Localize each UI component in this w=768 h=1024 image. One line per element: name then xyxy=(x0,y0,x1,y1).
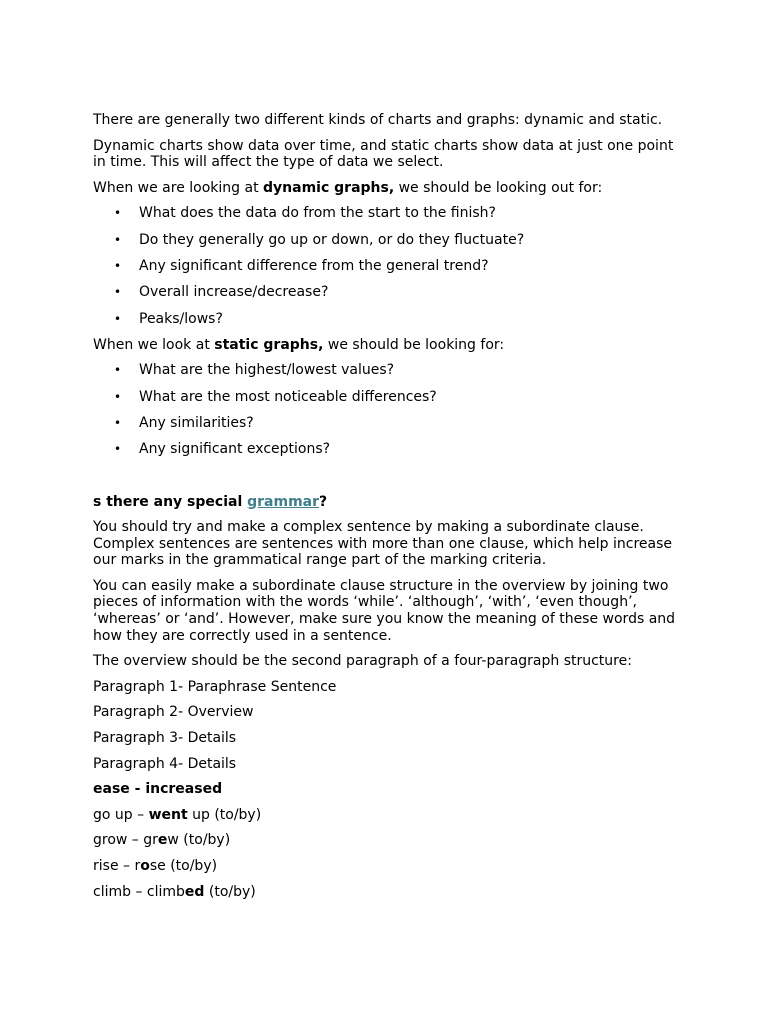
list-item-text: Peaks/lows? xyxy=(139,310,223,327)
list-item-text: Do they generally go up or down, or do they fluctuate? xyxy=(139,231,525,248)
document-page xyxy=(93,112,683,909)
paragraph-structure-item: Paragraph 2- Overview xyxy=(93,704,254,721)
static-intro-pre: When we look at xyxy=(93,336,215,353)
increase-heading-text: ease - increased xyxy=(93,781,223,798)
bullet-icon: • xyxy=(114,232,122,247)
list-item-text: Overall increase/decrease? xyxy=(139,284,329,301)
verb-past-bold: went xyxy=(148,806,188,823)
verb-suffix: up (to/by) xyxy=(187,806,262,823)
intro-paragraph: There are generally two different kinds of charts and graphs: dynamic and static. xyxy=(93,112,663,128)
grammar-heading xyxy=(93,494,683,511)
static-graphs-term: static graphs, xyxy=(214,336,324,353)
paragraph-structure-item: Paragraph 3- Details xyxy=(93,730,237,747)
dynamic-static-paragraph: Dynamic charts show data over time, and static charts show data at just one point in time. This will affect the type of data we select. xyxy=(93,137,674,171)
bullet-icon: • xyxy=(114,415,122,430)
static-intro-post: we should be looking for: xyxy=(323,336,505,353)
verb-grow xyxy=(93,832,683,849)
verb-suffix: (to/by) xyxy=(204,883,256,900)
verb-rise xyxy=(93,858,683,875)
list-item xyxy=(93,258,683,275)
list-item xyxy=(93,311,683,328)
bullet-icon: • xyxy=(114,206,122,221)
increase-heading xyxy=(93,781,683,798)
static-checklist xyxy=(93,362,683,457)
dynamic-graphs-intro xyxy=(93,180,683,197)
dynamic-intro-pre: When we are looking at xyxy=(93,179,264,196)
verb-past-bold: o xyxy=(140,858,150,874)
dynamic-intro-post: we should be looking out for: xyxy=(394,179,603,196)
verb-base: climb – climb xyxy=(93,883,185,900)
list-item-text: What does the data do from the start to the finish? xyxy=(139,205,496,222)
grammar-link[interactable]: grammar xyxy=(247,493,320,510)
bullet-icon: • xyxy=(114,389,122,404)
verb-base: rise – r xyxy=(93,858,141,874)
verb-base: grow – gr xyxy=(93,832,158,849)
verb-suffix: se (to/by) xyxy=(149,858,218,874)
paragraph-structure-item: Paragraph 4- Details xyxy=(93,755,237,772)
complex-sentence-paragraph: You should try and make a complex sentence by making a subordinate clause. Complex sentences are sentences with more than one clause, which help increase our marks in the grammatical range part of the marking criteria. xyxy=(93,519,673,569)
verb-past-bold: ed xyxy=(184,883,205,900)
list-item xyxy=(93,232,683,249)
subordinate-clause-paragraph: You can easily make a subordinate clause structure in the overview by joining two pieces of information with the words ‘while’. ‘although’, ‘with’, ‘even though’, ‘whereas’ or ‘and’. However, make sure you know the meaning of these words and how they are correctly used in a sentence. xyxy=(93,577,676,644)
dynamic-checklist xyxy=(93,205,683,327)
bullet-icon: • xyxy=(114,311,122,326)
list-item xyxy=(93,362,683,379)
dynamic-graphs-term: dynamic graphs, xyxy=(263,179,395,196)
list-item xyxy=(93,415,683,432)
grammar-heading-post: ? xyxy=(319,493,328,510)
list-item xyxy=(93,284,683,301)
verb-go-up xyxy=(93,807,683,824)
bullet-icon: • xyxy=(114,363,122,378)
verb-past-bold: e xyxy=(157,832,168,849)
paragraph-structure-item: Paragraph 1- Paraphrase Sentence xyxy=(93,678,337,695)
list-item xyxy=(93,389,683,406)
grammar-heading-pre: s there any special xyxy=(93,493,248,510)
list-item-text: Any similarities? xyxy=(139,414,254,431)
list-item-text: What are the highest/lowest values? xyxy=(139,362,395,379)
verb-suffix: w (to/by) xyxy=(167,832,231,849)
list-item xyxy=(93,441,683,458)
section-spacer xyxy=(93,468,683,494)
list-item-text: Any significant difference from the general trend? xyxy=(139,257,489,274)
static-graphs-intro xyxy=(93,337,683,354)
overview-paragraph: The overview should be the second paragraph of a four-paragraph structure: xyxy=(93,653,632,670)
bullet-icon: • xyxy=(114,285,122,300)
list-item-text: What are the most noticeable differences? xyxy=(139,388,437,405)
list-item xyxy=(93,205,683,222)
verb-base: go up – xyxy=(93,806,149,823)
bullet-icon: • xyxy=(114,258,122,273)
bullet-icon: • xyxy=(114,442,122,457)
verb-climb xyxy=(93,884,683,901)
list-item-text: Any significant exceptions? xyxy=(139,441,331,458)
